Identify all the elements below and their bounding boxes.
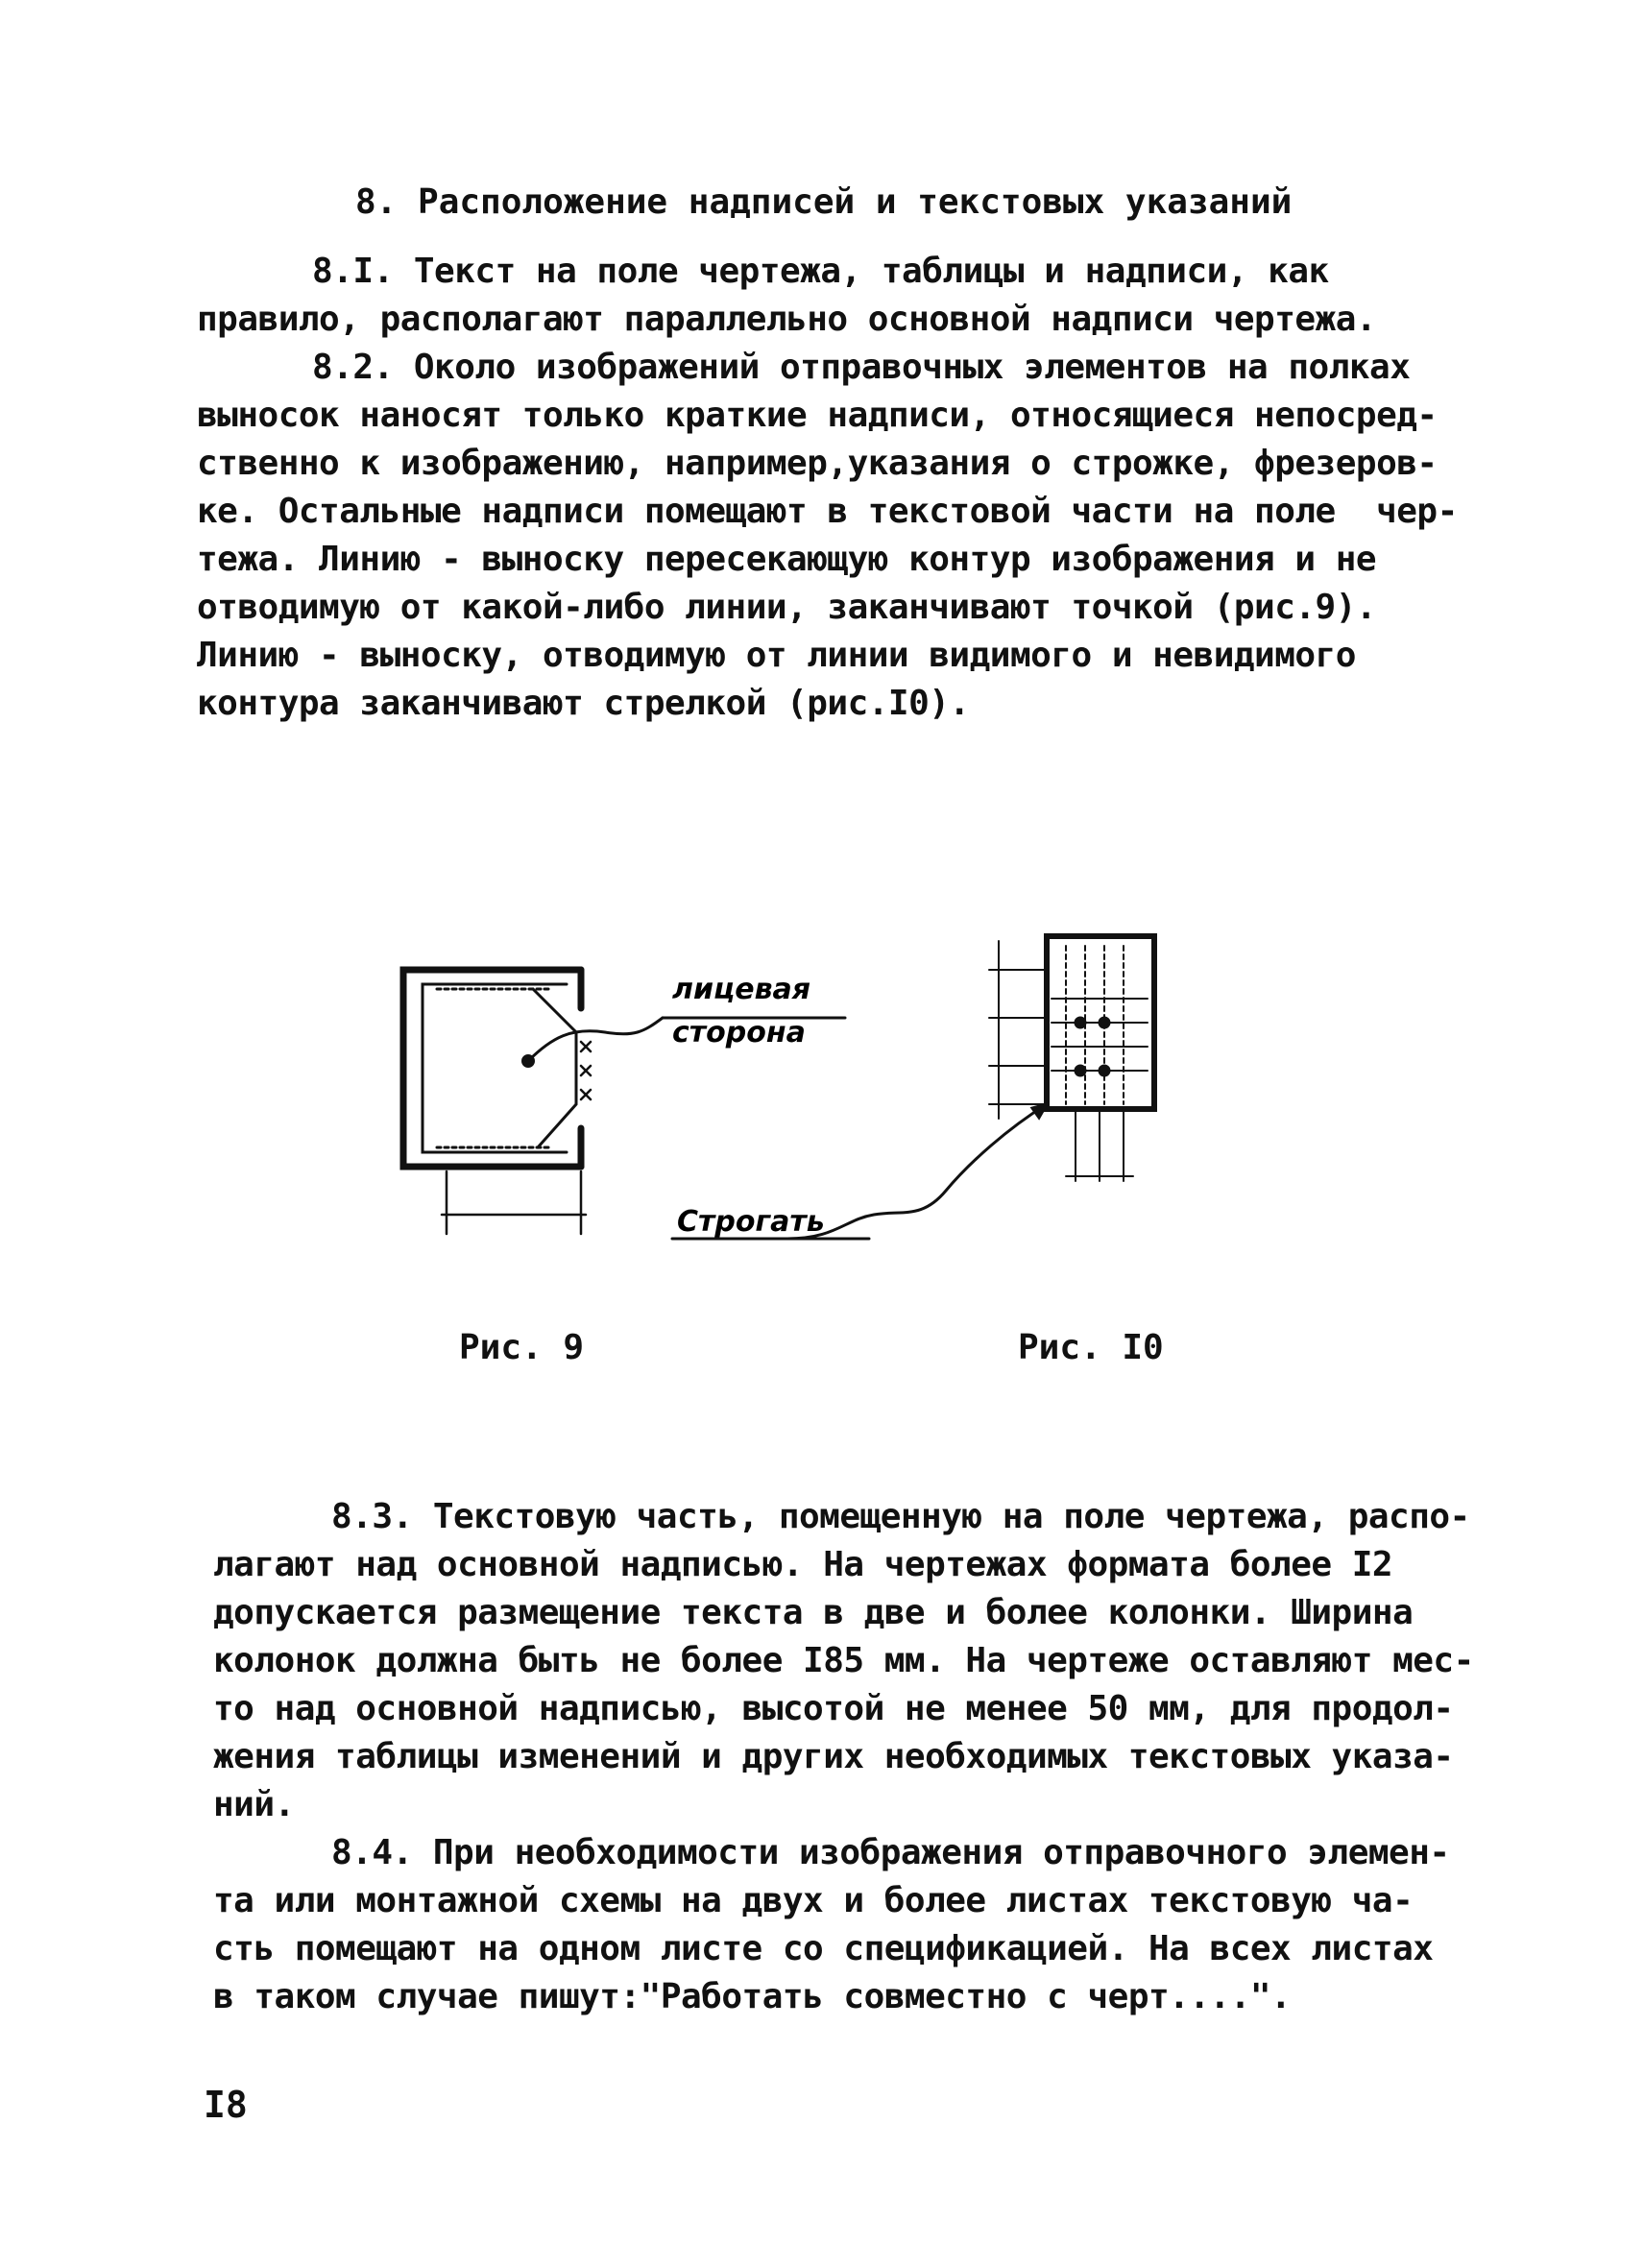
paragraph-8-4-line-3: сть помещают на одном листе со спецификацией. На всех листах (213, 1929, 1434, 1968)
paragraph-8-1-line-2: правило, располагают параллельно основной надписи чертежа. (197, 300, 1377, 339)
paragraph-8-3-line-4: колонок должна быть не более I85 мм. На чертеже оставляют мес- (213, 1641, 1474, 1680)
paragraph-8-3-line-6: жения таблицы изменений и других необходимых текстовых указа- (213, 1737, 1454, 1776)
paragraph-8-3-line-1: 8.3. Текстовую часть, помещенную на поле чертежа, распо- (331, 1497, 1470, 1536)
paragraph-8-2-line-7: Линию - выноску, отводимую от линии видимого и невидимого (197, 636, 1356, 675)
paragraph-8-4-line-2: та или монтажной схемы на двух и более листах текстовую ча- (213, 1881, 1414, 1920)
paragraph-8-3-line-3: допускается размещение текста в две и более колонки. Ширина (213, 1593, 1414, 1632)
paragraph-8-3-line-7: ний. (213, 1785, 295, 1824)
paragraph-8-2-line-1: 8.2. Около изображений отправочных элементов на полках (312, 348, 1411, 387)
figure-10-caption: Рис. I0 (1018, 1328, 1164, 1367)
figure-9-label-line-2: сторона (672, 1016, 806, 1050)
paragraph-8-4-line-4: в таком случае пишут:"Работать совместно с черт....". (213, 1977, 1292, 2016)
paragraph-8-2-line-5: тежа. Линию - выноску пересекающую контур изображения и не (197, 540, 1377, 579)
section-heading: 8. Расположение надписей и текстовых указаний (355, 182, 1293, 222)
paragraph-8-1-line-1: 8.I. Текст на поле чертежа, таблицы и надписи, как (312, 252, 1329, 291)
paragraph-8-2-line-3: ственно к изображению, например,указания о строжке, фрезеров- (197, 444, 1438, 483)
paragraph-8-3-line-5: то над основной надписью, высотой не менее 50 мм, для продол- (213, 1689, 1454, 1728)
figure-9-drawing (403, 970, 845, 1234)
page-number: I8 (204, 2084, 248, 2126)
figure-9-caption: Рис. 9 (459, 1328, 585, 1367)
paragraph-8-2-line-8: контура заканчивают стрелкой (рис.I0). (197, 684, 970, 723)
paragraph-8-3-line-2: лагают над основной надписью. На чертежах формата более I2 (213, 1545, 1393, 1584)
paragraph-8-2-line-2: выносок наносят только краткие надписи, относящиеся непосред- (197, 396, 1438, 435)
paragraph-8-2-line-4: ке. Остальные надписи помещают в текстовой части на поле чер- (197, 492, 1458, 531)
paragraph-8-2-line-6: отводимую от какой-либо линии, заканчивают точкой (рис.9). (197, 588, 1377, 627)
paragraph-8-4-line-1: 8.4. При необходимости изображения отправочного элемен- (331, 1833, 1450, 1872)
figure-9-label-line-1: лицевая (672, 973, 811, 1006)
figure-10-label: Строгать (677, 1205, 825, 1239)
